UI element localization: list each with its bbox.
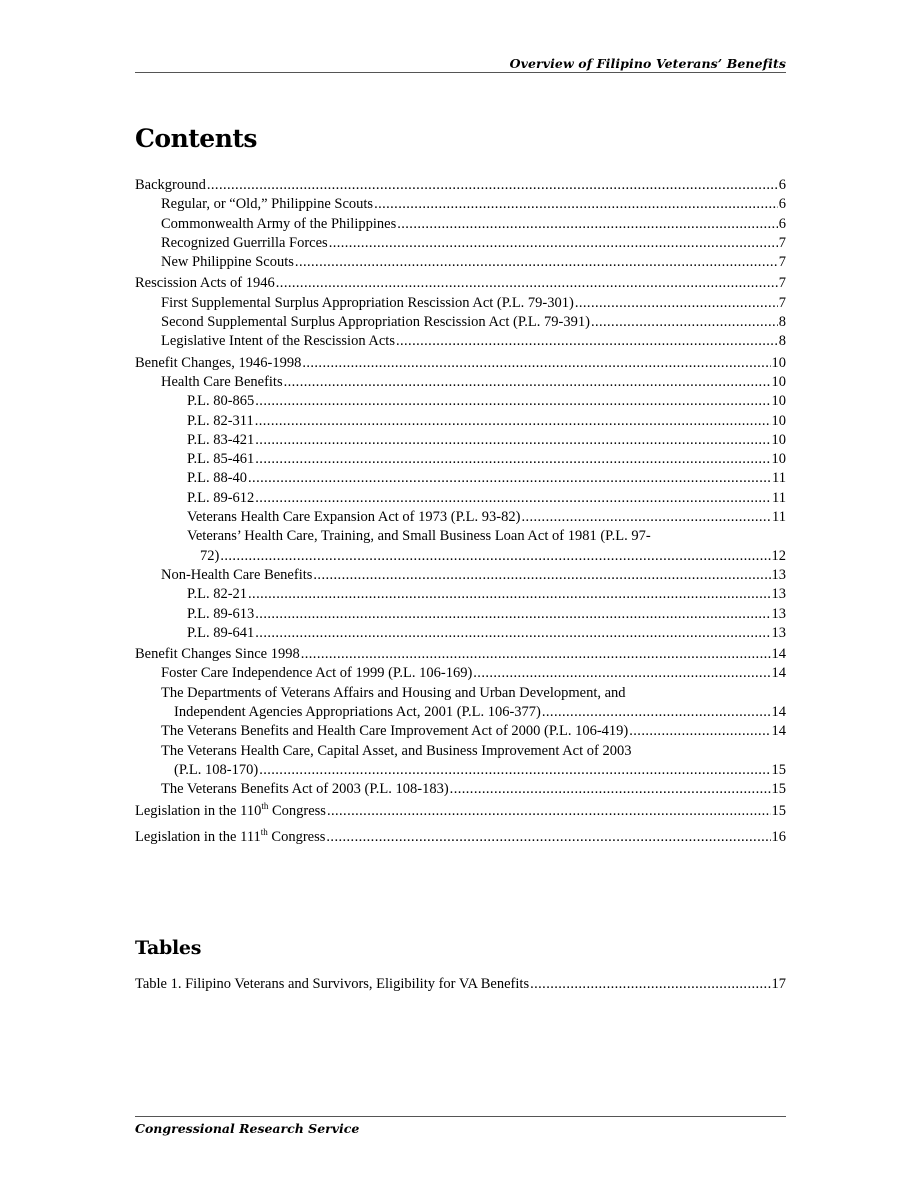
toc-entry[interactable] <box>135 828 786 847</box>
dot-leader <box>259 761 770 780</box>
table-entry-page: 17 <box>771 976 786 992</box>
toc-entry-title: Legislative Intent of the Rescission Acts <box>161 333 395 350</box>
toc-entry-page: 10 <box>771 354 786 371</box>
toc-entry-title: Legislation in the 111th Congress <box>135 826 326 845</box>
toc-entry-page: 16 <box>771 828 786 845</box>
table-entry[interactable] <box>135 975 786 994</box>
toc-entry[interactable] <box>135 354 786 373</box>
dot-leader <box>450 780 771 799</box>
dot-leader <box>248 469 771 488</box>
toc-entry-page: 11 <box>772 489 786 506</box>
toc-entry[interactable] <box>135 684 786 723</box>
toc-entry-page: 11 <box>772 509 786 526</box>
table-entry-title: Table 1. Filipino Veterans and Survivors, Eligibility for VA Benefits <box>135 976 530 992</box>
toc-entry-title: Commonwealth Army of the Philippines <box>161 215 397 232</box>
toc-entry-title: Background <box>135 177 206 193</box>
toc-entry[interactable] <box>135 176 786 195</box>
toc-entry[interactable] <box>135 585 786 604</box>
toc-entry[interactable] <box>135 392 786 411</box>
footer-rule <box>135 1116 786 1117</box>
dot-leader <box>396 332 778 351</box>
toc-entry[interactable] <box>135 332 786 351</box>
toc-entry-title-continued: Independent Agencies Appropriations Act, 2001 (P.L. 106-377) <box>174 704 541 721</box>
toc-entry[interactable] <box>135 215 786 234</box>
toc-entry-title: Foster Care Independence Act of 1999 (P.L. 106-169) <box>161 665 473 682</box>
toc-entry-title: New Philippine Scouts <box>161 254 294 271</box>
toc-entry-title: P.L. 82-311 <box>187 412 254 429</box>
toc-entry-title: Recognized Guerrilla Forces <box>161 234 328 251</box>
dot-leader <box>255 450 770 469</box>
toc-entry-page: 14 <box>771 704 786 721</box>
toc-entry-title: Legislation in the 110th Congress <box>135 800 326 819</box>
dot-leader <box>302 354 770 373</box>
dot-leader <box>255 624 770 643</box>
toc-entry-page: 12 <box>771 547 786 564</box>
dot-leader <box>329 234 778 253</box>
toc-entry[interactable] <box>135 624 786 643</box>
toc-entry-title: P.L. 88-40 <box>187 470 248 487</box>
list-of-tables <box>135 975 786 994</box>
dot-leader <box>207 176 778 195</box>
toc-entry-title: P.L. 85-461 <box>187 451 255 468</box>
dot-leader <box>276 274 778 293</box>
dot-leader <box>295 253 778 272</box>
toc-entry-page: 6 <box>778 177 786 193</box>
toc-entry[interactable] <box>135 742 786 781</box>
dot-leader <box>255 412 771 431</box>
toc-entry-title: P.L. 80-865 <box>187 393 255 410</box>
dot-leader <box>301 645 771 664</box>
toc-entry-title: The Departments of Veterans Affairs and Housing and Urban Development, and <box>161 684 626 701</box>
toc-entry-page: 14 <box>771 723 786 740</box>
toc-entry[interactable] <box>135 780 786 799</box>
toc-entry-page: 7 <box>778 294 786 311</box>
toc-entry-title: Veterans’ Health Care, Training, and Small Business Loan Act of 1981 (P.L. 97- <box>187 528 651 545</box>
dot-leader <box>255 431 770 450</box>
toc-entry[interactable] <box>135 527 786 566</box>
toc-entry-title: Veterans Health Care Expansion Act of 1973 (P.L. 93-82) <box>187 509 521 526</box>
dot-leader <box>284 373 771 392</box>
dot-leader <box>530 975 770 994</box>
toc-entry[interactable] <box>135 294 786 313</box>
toc-entry-title: The Veterans Health Care, Capital Asset, and Business Improvement Act of 2003 <box>161 742 632 759</box>
toc-entry-page: 13 <box>771 586 786 603</box>
dot-leader <box>575 294 778 313</box>
toc-entry-page: 13 <box>771 605 786 622</box>
toc-entry-title: The Veterans Benefits and Health Care Improvement Act of 2000 (P.L. 106-419) <box>161 723 629 740</box>
toc-entry-title: Regular, or “Old,” Philippine Scouts <box>161 196 374 213</box>
toc-entry-page: 11 <box>772 470 786 487</box>
toc-entry-title: P.L. 89-613 <box>187 605 255 622</box>
toc-entry[interactable] <box>135 253 786 272</box>
toc-entry[interactable] <box>135 431 786 450</box>
toc-entry[interactable] <box>135 664 786 683</box>
dot-leader <box>591 313 778 332</box>
toc-entry-title: First Supplemental Surplus Appropriation Rescission Act (P.L. 79-301) <box>161 294 574 311</box>
toc-entry-page: 14 <box>771 646 786 663</box>
toc-entry[interactable] <box>135 373 786 392</box>
tables-heading: Tables <box>135 937 202 959</box>
dot-leader <box>629 722 770 741</box>
toc-entry-title: Non-Health Care Benefits <box>161 566 313 583</box>
toc-entry-page: 8 <box>778 333 786 350</box>
dot-leader <box>397 215 778 234</box>
dot-leader <box>327 802 771 821</box>
contents-heading: Contents <box>135 124 258 153</box>
toc-entry-title-continued: 72) <box>200 547 220 564</box>
toc-entry[interactable] <box>135 195 786 214</box>
toc-entry-page: 10 <box>771 393 786 410</box>
toc-entry-title: P.L. 83-421 <box>187 431 255 448</box>
toc-entry-page: 7 <box>778 234 786 251</box>
toc-entry[interactable] <box>135 469 786 488</box>
toc-entry-title: Benefit Changes, 1946-1998 <box>135 354 302 371</box>
running-header: Overview of Filipino Veterans’ Benefits <box>509 56 786 71</box>
toc-entry-page: 14 <box>771 665 786 682</box>
toc-entry-page: 7 <box>778 254 786 271</box>
dot-leader <box>473 664 770 683</box>
toc-entry-page: 10 <box>771 451 786 468</box>
dot-leader <box>255 489 771 508</box>
dot-leader <box>521 508 771 527</box>
toc-entry[interactable] <box>135 313 786 332</box>
toc-entry[interactable] <box>135 412 786 431</box>
toc-entry-page: 13 <box>771 624 786 641</box>
toc-entry-page: 10 <box>771 373 786 390</box>
toc-entry-title: Rescission Acts of 1946 <box>135 275 275 292</box>
toc-entry-page: 10 <box>771 431 786 448</box>
toc-entry-title: Health Care Benefits <box>161 373 283 390</box>
toc-entry[interactable] <box>135 605 786 624</box>
dot-leader <box>374 195 778 214</box>
dot-leader <box>542 703 771 722</box>
toc-entry-page: 15 <box>771 802 786 819</box>
dot-leader <box>326 828 770 847</box>
toc-entry[interactable] <box>135 234 786 253</box>
toc-entry-page: 13 <box>771 566 786 583</box>
toc-entry[interactable] <box>135 489 786 508</box>
dot-leader <box>255 605 770 624</box>
toc-entry-title: P.L. 89-641 <box>187 624 255 641</box>
dot-leader <box>313 566 770 585</box>
toc-entry-title: P.L. 82-21 <box>187 586 248 603</box>
footer-publisher: Congressional Research Service <box>135 1121 360 1136</box>
toc-entry-page: 8 <box>778 314 786 331</box>
toc-entry[interactable] <box>135 566 786 585</box>
dot-leader <box>220 547 770 566</box>
toc-entry[interactable] <box>135 450 786 469</box>
dot-leader <box>248 585 770 604</box>
header-rule <box>135 72 786 73</box>
toc-entry-title: Benefit Changes Since 1998 <box>135 646 300 663</box>
toc-entry[interactable] <box>135 645 786 664</box>
table-of-contents <box>135 176 786 847</box>
toc-entry-title: P.L. 89-612 <box>187 489 255 506</box>
dot-leader <box>255 392 770 411</box>
toc-entry-page: 15 <box>771 781 786 798</box>
toc-entry[interactable] <box>135 802 786 821</box>
toc-entry-page: 10 <box>771 412 786 429</box>
toc-entry-page: 7 <box>778 275 786 292</box>
toc-entry-page: 6 <box>778 196 786 213</box>
toc-entry-page: 15 <box>771 761 786 778</box>
toc-entry[interactable] <box>135 508 786 527</box>
toc-entry[interactable] <box>135 274 786 293</box>
toc-entry-page: 6 <box>778 215 786 232</box>
toc-entry-title: The Veterans Benefits Act of 2003 (P.L. 108-183) <box>161 781 449 798</box>
toc-entry-title: Second Supplemental Surplus Appropriation Rescission Act (P.L. 79-391) <box>161 314 590 331</box>
toc-entry[interactable] <box>135 722 786 741</box>
toc-entry-title-continued: (P.L. 108-170) <box>174 761 259 778</box>
